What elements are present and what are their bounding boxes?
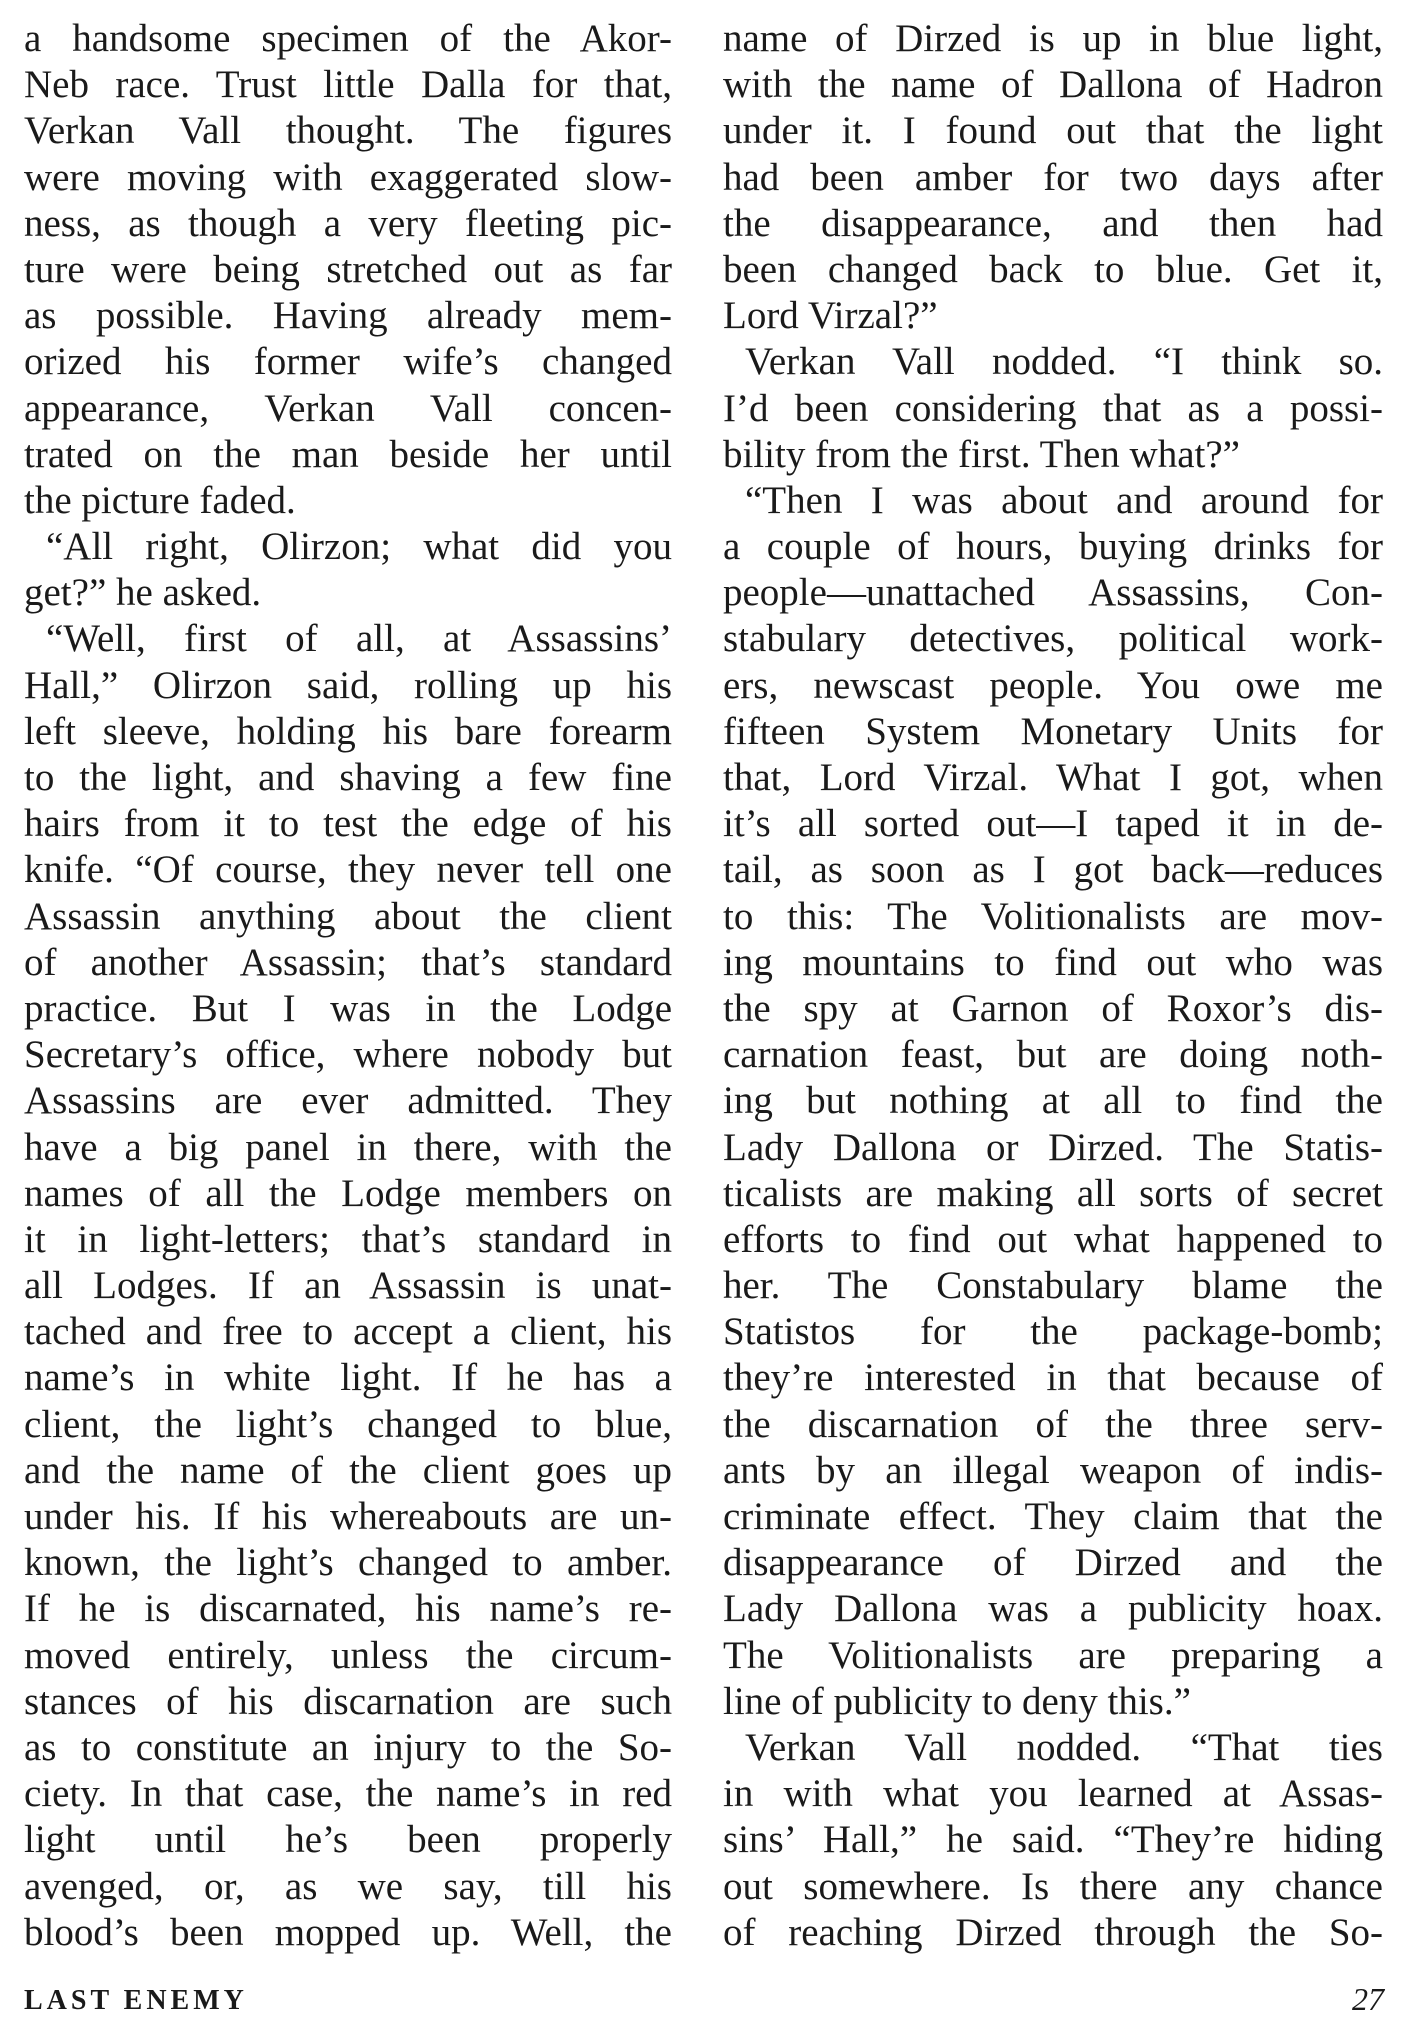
text-line: bility from the first. Then what?”: [723, 432, 1240, 476]
text-line: Lady Dallona or Dirzed. The Statis-: [723, 1125, 1383, 1169]
text-line: Assassin anything about the client: [24, 894, 672, 938]
text-line: I’d been considering that as a possi-: [723, 386, 1383, 430]
text-line: ers, newscast people. You owe me: [723, 663, 1383, 707]
text-line: the disappearance, and then had: [723, 201, 1383, 245]
text-line: they’re interested in that because of: [723, 1356, 1383, 1400]
text-line: tached and free to accept a client, his: [24, 1310, 672, 1354]
text-line: Verkan Vall nodded. “I think so.: [745, 340, 1383, 384]
text-line: names of all the Lodge members on: [24, 1171, 672, 1215]
text-line: If he is discarnated, his name’s re-: [24, 1587, 672, 1631]
text-line: get?” he asked.: [24, 571, 262, 615]
text-line: practice. But I was in the Lodge: [24, 986, 672, 1030]
text-line: it in light-letters; that’s standard in: [24, 1217, 672, 1261]
text-line: name of Dirzed is up in blue light,: [723, 17, 1383, 60]
text-line: been changed back to blue. Get it,: [723, 247, 1383, 291]
text-column-left: [24, 16, 672, 1956]
text-line: a handsome specimen of the Akor-: [24, 17, 672, 60]
text-line: light until he’s been properly: [24, 1818, 672, 1862]
text-line: had been amber for two days after: [723, 155, 1383, 199]
text-line: stabulary detectives, political work-: [723, 617, 1383, 661]
text-line: carnation feast, but are doing noth-: [723, 1033, 1383, 1077]
text-line: moved entirely, unless the circum-: [24, 1633, 672, 1677]
text-line: under it. I found out that the light: [723, 109, 1383, 153]
text-line: appearance, Verkan Vall concen-: [24, 386, 672, 430]
text-line: tail, as soon as I got back—reduces: [723, 848, 1383, 892]
text-line: criminate effect. They claim that the: [723, 1495, 1383, 1538]
text-line: ants by an illegal weapon of indis-: [723, 1448, 1383, 1492]
text-line: as possible. Having already mem-: [24, 294, 672, 338]
page-footer: [24, 1981, 1384, 2025]
text-line: avenged, or, as we say, till his: [24, 1864, 672, 1908]
page-number: 27: [1352, 1981, 1384, 2017]
text-line: line of publicity to deny this.”: [723, 1679, 1191, 1723]
text-line: hairs from it to test the edge of his: [24, 802, 672, 846]
text-line: in with what you learned at Assas-: [723, 1772, 1383, 1816]
text-line: sins’ Hall,” he said. “They’re hiding: [723, 1818, 1383, 1862]
text-line: orized his former wife’s changed: [24, 340, 672, 384]
text-line: were moving with exaggerated slow-: [24, 155, 672, 199]
text-line: with the name of Dallona of Hadron: [723, 63, 1383, 107]
text-line: under his. If his whereabouts are un-: [24, 1495, 672, 1538]
text-line: name’s in white light. If he has a: [24, 1356, 672, 1400]
text-line: the spy at Garnon of Roxor’s dis-: [723, 986, 1383, 1030]
text-line: and the name of the client goes up: [24, 1448, 672, 1492]
text-line: people—unattached Assassins, Con-: [723, 571, 1383, 615]
text-line: it’s all sorted out—I taped it in de-: [723, 802, 1383, 846]
text-line: known, the light’s changed to amber.: [24, 1541, 672, 1585]
text-line: of another Assassin; that’s standard: [24, 940, 672, 984]
text-line: out somewhere. Is there any chance: [723, 1864, 1383, 1908]
text-line: ciety. In that case, the name’s in red: [24, 1772, 672, 1816]
text-line: as to constitute an injury to the So-: [24, 1725, 672, 1769]
text-line: left sleeve, holding his bare forearm: [24, 709, 672, 753]
text-line: the picture faded.: [24, 478, 296, 522]
text-line: Neb race. Trust little Dalla for that,: [24, 63, 672, 107]
text-line: the discarnation of the three serv-: [723, 1402, 1383, 1446]
text-line: ing but nothing at all to find the: [723, 1079, 1383, 1123]
text-line: efforts to find out what happened to: [723, 1217, 1383, 1261]
text-line: Lord Virzal?”: [723, 294, 938, 338]
text-line: to the light, and shaving a few fine: [24, 756, 672, 799]
text-line: ticalists are making all sorts of secret: [723, 1171, 1383, 1215]
text-line: ing mountains to find out who was: [723, 940, 1383, 984]
text-line: ture were being stretched out as far: [24, 247, 672, 291]
text-column-right: [723, 16, 1383, 1956]
text-line: have a big panel in there, with the: [24, 1125, 672, 1169]
text-line: Verkan Vall thought. The figures: [24, 109, 672, 153]
text-line: ness, as though a very fleeting pic-: [24, 201, 672, 245]
text-line: that, Lord Virzal. What I got, when: [723, 756, 1383, 799]
text-line: “Then I was about and around for: [745, 478, 1383, 522]
text-line: disappearance of Dirzed and the: [723, 1541, 1383, 1585]
running-title: LAST ENEMY: [24, 1985, 248, 2016]
text-line: her. The Constabulary blame the: [723, 1264, 1383, 1308]
text-line: Lady Dallona was a publicity hoax.: [723, 1587, 1383, 1631]
text-line: client, the light’s changed to blue,: [24, 1402, 672, 1446]
text-line: to this: The Volitionalists are mov-: [723, 894, 1383, 938]
text-line: Hall,” Olirzon said, rolling up his: [24, 663, 672, 707]
text-line: knife. “Of course, they never tell one: [24, 848, 672, 892]
text-line: Verkan Vall nodded. “That ties: [745, 1725, 1383, 1769]
text-line: fifteen System Monetary Units for: [723, 709, 1383, 753]
text-line: a couple of hours, buying drinks for: [723, 525, 1383, 569]
text-line: “Well, first of all, at Assassins’: [46, 617, 672, 661]
text-line: all Lodges. If an Assassin is unat-: [24, 1264, 672, 1308]
text-line: stances of his discarnation are such: [24, 1679, 672, 1723]
text-line: of reaching Dirzed through the So-: [723, 1910, 1383, 1954]
text-line: The Volitionalists are preparing a: [723, 1633, 1383, 1677]
text-line: blood’s been mopped up. Well, the: [24, 1910, 672, 1954]
text-line: Assassins are ever admitted. They: [24, 1079, 672, 1123]
text-line: Secretary’s office, where nobody but: [24, 1033, 672, 1077]
text-line: “All right, Olirzon; what did you: [46, 525, 672, 569]
text-line: Statistos for the package-bomb;: [723, 1310, 1383, 1354]
text-line: trated on the man beside her until: [24, 432, 672, 476]
